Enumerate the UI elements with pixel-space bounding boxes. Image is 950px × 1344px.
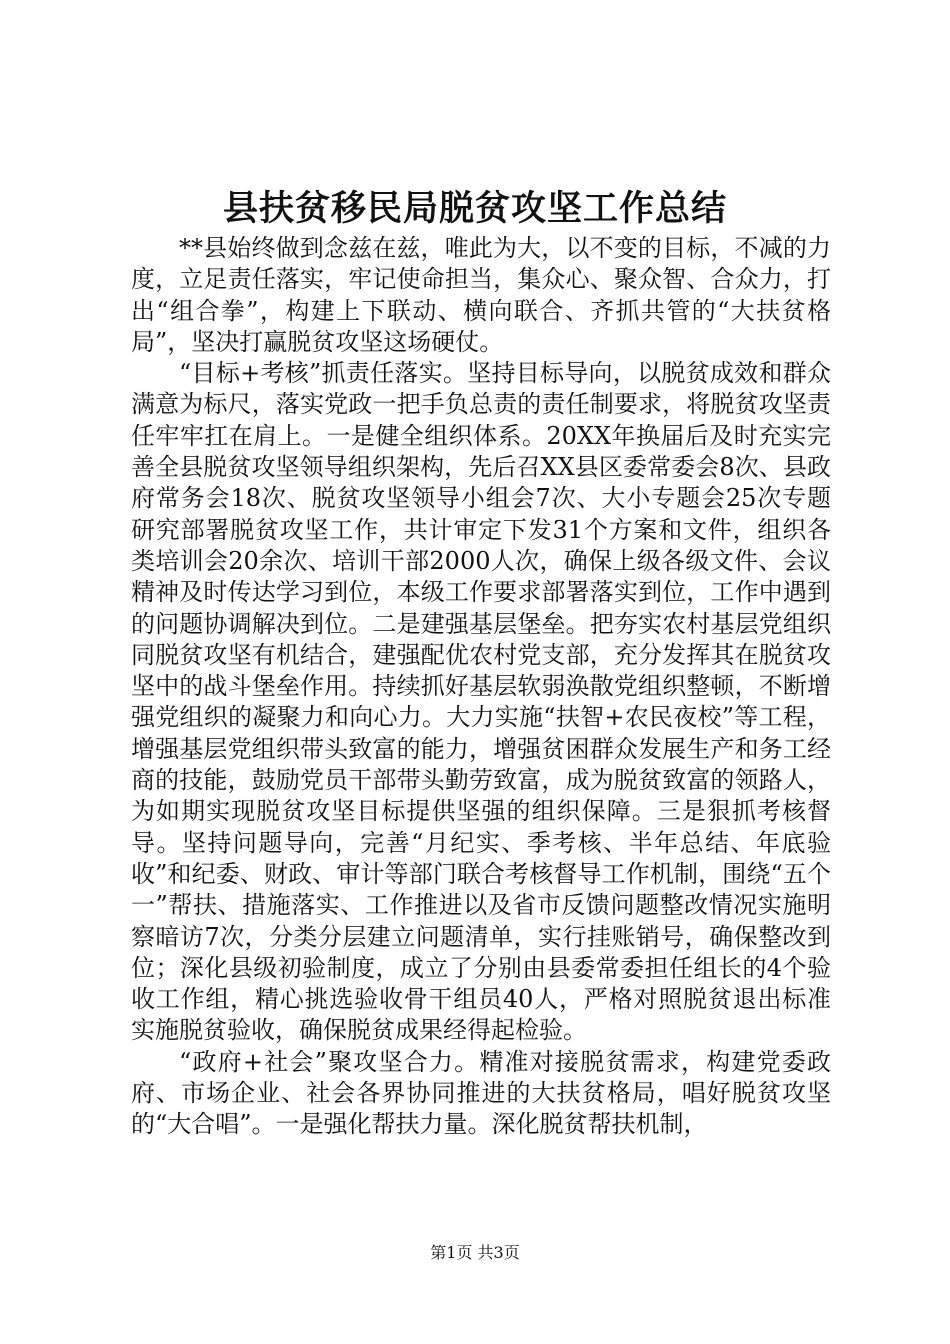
paragraph-target-assessment: “目标+考核”抓责任落实。坚持目标导向，以脱贫成效和群众满意为标尺，落实党政一把手负总责的责任制要求，将脱贫攻坚责任牢牢扛在肩上。一是健全组织体系。20XX年换届后及时充实完善全县脱贫攻坚领导组织架构，先后召XX县区委常委会8次、县政府常务会18次、脱贫攻坚领导小组会7次、大小专题会25次专题研究部署脱贫攻坚工作，共计审定下发31个方案和文件，组织各类培训会20余次、培训干部2000人次，确保上级各级文件、会议精神及时传达学习到位，本级工作要求部署落实到位，工作中遇到的问题协调解决到位。二是建强基层堡垒。把夯实农村基层党组织同脱贫攻坚有机结合，建强配优农村党支部，充分发挥其在脱贫攻坚中的战斗堡垒作用。持续抓好基层软弱涣散党组织整顿，不断增强党组织的凝聚力和向心力。大力实施“扶智+农民夜校”等工程，增强基层党组织带头致富的能力，增强贫困群众发展生产和务工经商的技能，鼓励党员干部带头勤劳致富，成为脱贫致富的领路人，为如期实现脱贫攻坚目标提供坚强的组织保障。三是狠抓考核督导。坚持问题导向，完善“月纪实、季考核、半年总结、年底验收”和纪委、财政、审计等部门联合考核督导工作机制，围绕“五个一”帮扶、措施落实、工作推进以及省市反馈问题整改情况实施明察暗访7次，分类分层建立问题清单，实行挂账销号，确保整改到位；深化县级初验制度，成立了分别由县委常委担任组长的4个验收工作组，精心挑选验收骨干组员40人，严格对照脱贫退出标准实施脱贫验收，确保脱贫成果经得起检验。 <box>131 359 831 1045</box>
paragraph-intro: **县始终做到念兹在兹，唯此为大，以不变的目标，不减的力度，立足责任落实，牢记使命担当，集众心、聚众智、合众力，打出“组合拳”，构建上下联动、横向联合、齐抓共管的“大扶贫格局”，坚决打赢脱贫攻坚这场硬仗。 <box>131 234 831 356</box>
document-body <box>131 233 831 1141</box>
page-footer: 第1页 共3页 <box>430 1243 520 1262</box>
paragraph-government-society: “政府+社会”聚攻坚合力。精准对接脱贫需求，构建党委政府、市场企业、社会各界协同推进的大扶贫格局，唱好脱贫攻坚的“大合唱”。一是强化帮扶力量。深化脱贫帮扶机制， <box>131 1047 831 1139</box>
document-title: 县扶贫移民局脱贫攻坚工作总结 <box>222 188 727 229</box>
